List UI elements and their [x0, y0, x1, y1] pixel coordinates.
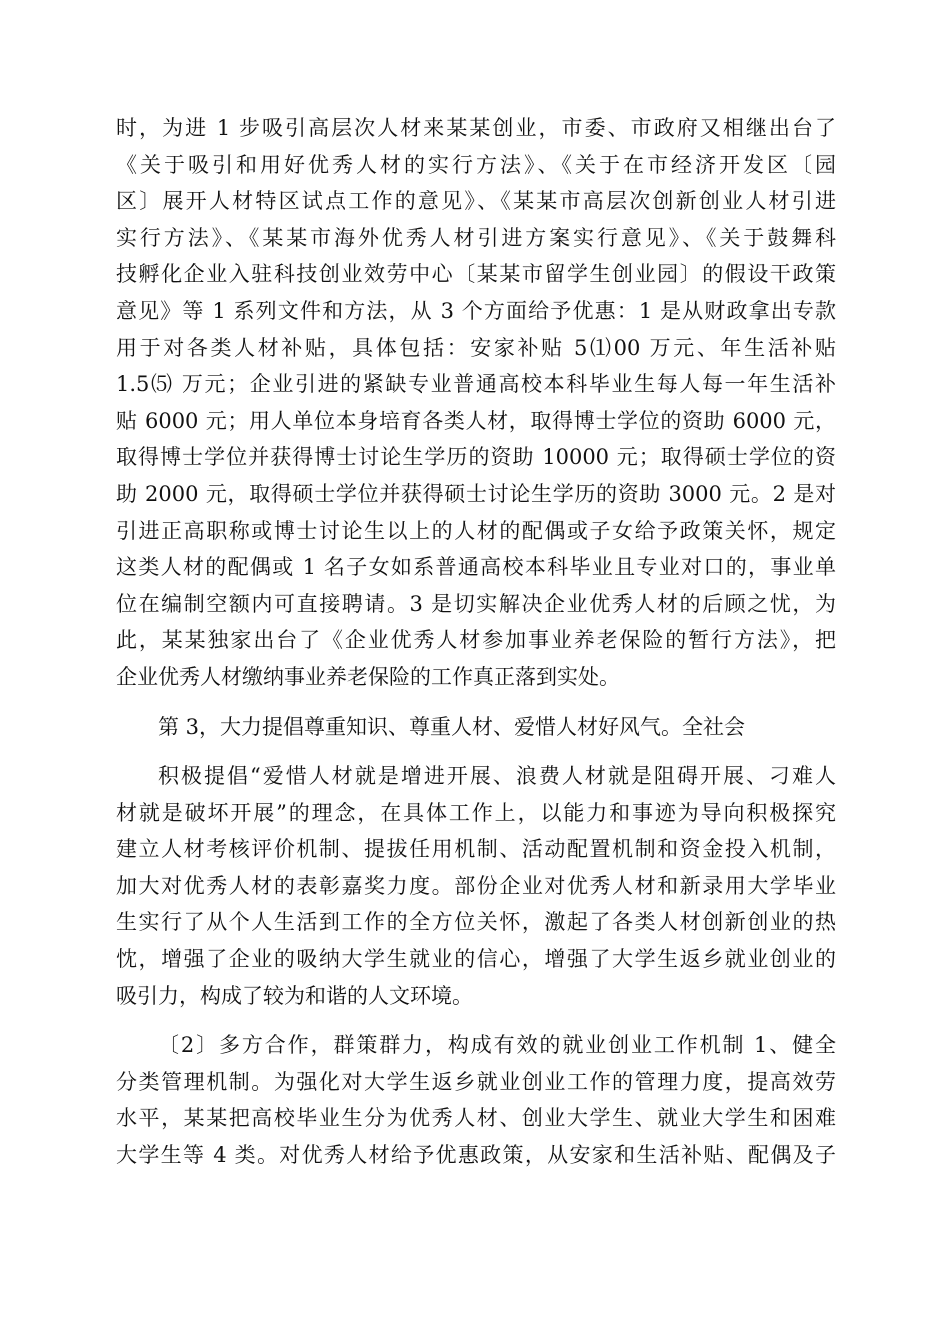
- text-line: 助 2000 元，取得硕士学位并获得硕士讨论生学历的资助 3000 元。2 是对: [116, 481, 836, 506]
- paragraph-talent-policies: [116, 110, 836, 696]
- text-line: 取得博士学位并获得博士讨论生学历的资助 10000 元；取得硕士学位的资: [116, 445, 836, 470]
- text-line: 建立人材考核评价机制、提拔任用机制、活动配置机制和资金投入机制，: [116, 837, 836, 862]
- text-line: 此，某某独家出台了《企业优秀人材参加事业养老保险的暂行方法》，把: [116, 628, 836, 653]
- text-line: 时，为进 1 步吸引高层次人材来某某创业，市委、市政府又相继出台了: [116, 116, 836, 140]
- text-line: 《关于吸引和用好优秀人材的实行方法》、《关于在市经济开发区〔园: [116, 152, 836, 177]
- paragraph-respect-talent: [116, 758, 836, 1014]
- text-line: 积极提倡“爱惜人材就是增进开展、浪费人材就是阻碍开展、刁难人: [158, 764, 836, 789]
- text-line: 吸引力，构成了较为和谐的人文环境。: [116, 983, 473, 1008]
- text-line: 生实行了从个人生活到工作的全方位关怀，激起了各类人材创新创业的热: [116, 910, 836, 935]
- text-line: 分类管理机制。为强化对大学生返乡就业创业工作的管理力度，提高效劳: [116, 1069, 836, 1094]
- text-line: 这类人材的配偶或 1 名子女如系普通高校本科毕业且专业对口的，事业单: [116, 555, 836, 580]
- text-line: 引进正高职称或博士讨论生以上的人材的配偶或子女给予政策关怀，规定: [116, 518, 836, 543]
- text-line: 〔2〕多方合作，群策群力，构成有效的就业创业工作机制 1、健全: [158, 1033, 836, 1058]
- text-line: 实行方法》、《某某市海外优秀人材引进方案实行意见》、《关于鼓舞科: [116, 225, 836, 250]
- text-line: 第 3，大力提倡尊重知识、尊重人材、爱惜人材好风气。全社会: [158, 714, 746, 739]
- text-line: 位在编制空额内可直接聘请。3 是切实解决企业优秀人材的后顾之忧，为: [116, 591, 836, 616]
- paragraph-cooperation-mechanism: [116, 1027, 836, 1173]
- text-line: 1.5⑸ 万元；企业引进的紧缺专业普通高校本科毕业生每人每一年生活补: [116, 372, 836, 397]
- paragraph-heading-third: [116, 709, 836, 746]
- text-line: 技孵化企业入驻科技创业效劳中心〔某某市留学生创业园〕的假设干政策: [116, 262, 836, 287]
- text-line: 加大对优秀人材的表彰嘉奖力度。部份企业对优秀人材和新录用大学毕业: [116, 873, 836, 898]
- text-line: 意见》等 1 系列文件和方法，从 3 个方面给予优惠：1 是从财政拿出专款: [116, 298, 836, 323]
- text-line: 忱，增强了企业的吸纳大学生就业的信心，增强了大学生返乡就业创业的: [116, 947, 836, 972]
- text-line: 材就是破坏开展”的理念，在具体工作上，以能力和事迹为导向积极探究: [116, 800, 836, 825]
- text-line: 水平，某某把高校毕业生分为优秀人材、创业大学生、就业大学生和困难: [116, 1106, 836, 1131]
- text-line: 区〕展开人材特区试点工作的意见》、《某某市高层次创新创业人材引进: [116, 189, 836, 214]
- text-line: 大学生等 4 类。对优秀人材给予优惠政策，从安家和生活补贴、配偶及子: [116, 1143, 836, 1168]
- text-line: 贴 6000 元；用人单位本身培育各类人材，取得博士学位的资助 6000 元，: [116, 408, 836, 433]
- text-line: 用于对各类人材补贴，具体包括：安家补贴 5⑴00 万元、年生活补贴: [116, 335, 836, 360]
- text-line: 企业优秀人材缴纳事业养老保险的工作真正落到实处。: [116, 664, 620, 689]
- document-body: [116, 110, 836, 1174]
